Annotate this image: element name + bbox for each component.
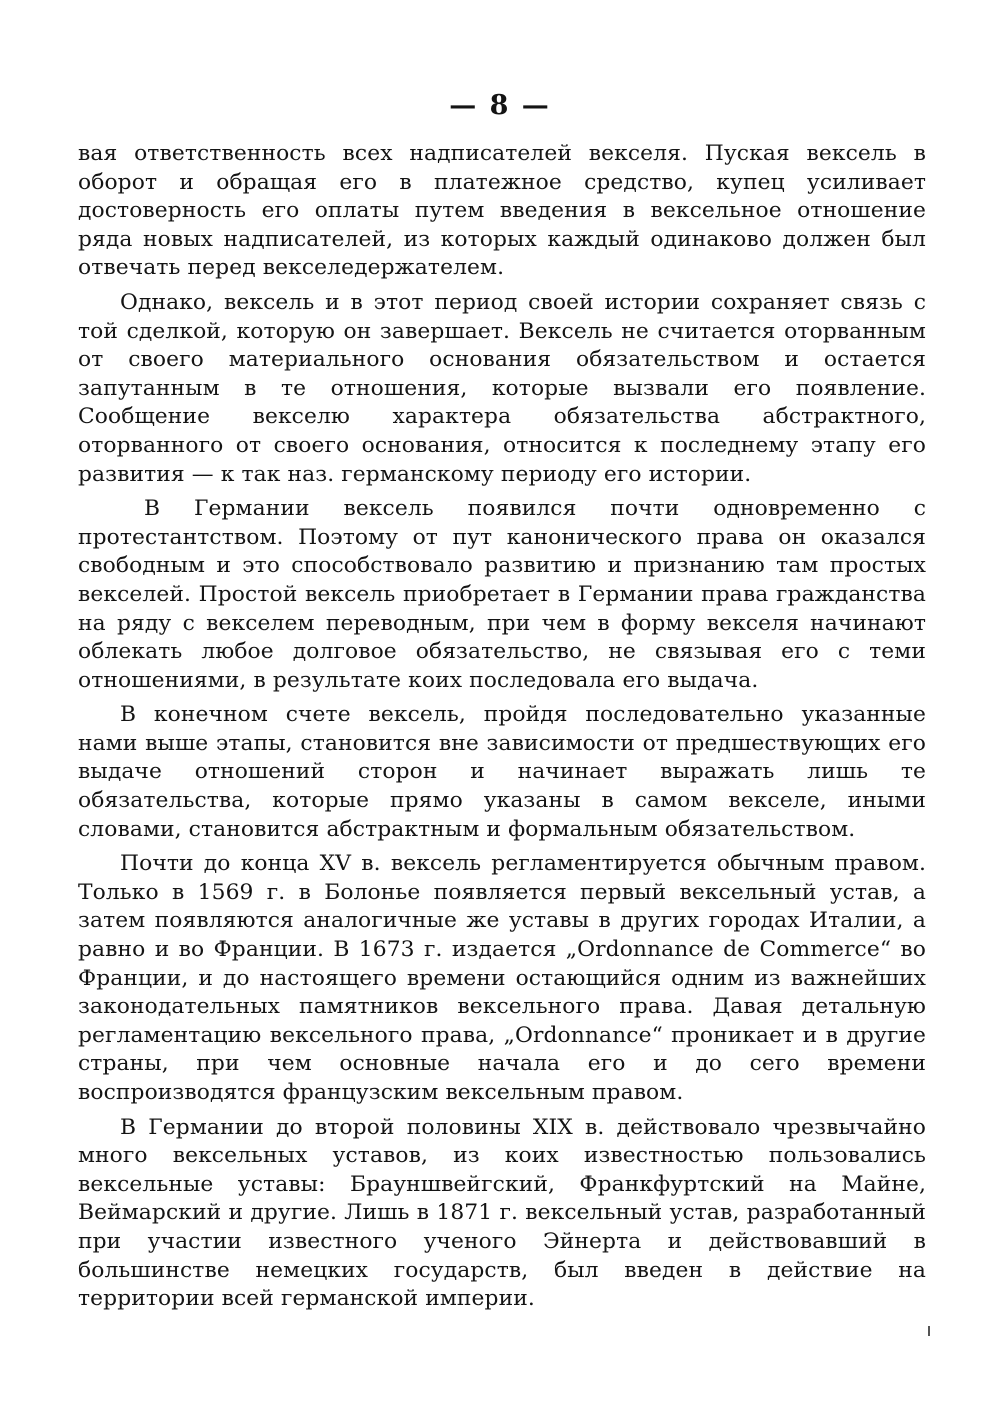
paragraph-4: В конечном счете вексель, пройдя последовательно указанные нами выше этапы, становится вне зависимости от предшествующих его выдаче отношений сторон и начинает выражать лишь те обязательства, которые прямо указаны в самом векселе, иными словами, становится абстрактным и формальным обязательством.	[78, 702, 926, 842]
paragraph-5: Почти до конца XV в. вексель регламентируется обычным правом. Только в 1569 г. в Болонье появляется первый вексельный устав, а затем появляются аналогичные же уставы в других городах Италии, а равно и во Франции. В 1673 г. издается „Ordonnance de Commerce“ во Франции, и до настоящего времени остающийся одним из важнейших законодательных памятников вексельного права. Давая детальную регламентацию вексельного права, „Ordonnance“ проникает и в другие страны, при чем основные начала его и до сего времени воспроизводятся французским вексельным правом.	[78, 851, 926, 1105]
paragraph-2: Однако, вексель и в этот период своей истории сохраняет связь с той сделкой, которую он завершает. Вексель не считается оторванным от своего материального основания обязательством и остается запутанным в те отношения, которые вызвали его появление. Сообщение векселю характера обязательства абстрактного, оторванного от своего основания, относится к последнему этапу его развития — к так наз. германскому периоду его истории.	[78, 289, 926, 487]
page-number: — 8 —	[449, 90, 551, 121]
paragraph-1: вая ответственность всех надписателей векселя. Пуская вексель в оборот и обращая его в платежное средство, купец усиливает достоверность его оплаты путем введения в вексельное отношение ряда новых надписателей, из которых каждый одинаково должен был отвечать перед векселедержателем.	[78, 141, 926, 281]
paragraph-3: В Германии вексель появился почти одновременно с протестантством. Поэтому от пут канонического права он оказался свободным и это способствовало развитию и признанию там простых векселей. Простой вексель приобретает в Германии права гражданства на ряду с векселем переводным, при чем в форму векселя начинают облекать любое долговое обязательство, не связывая его с теми отношениями, в результате коих последовала его выдача.	[78, 496, 926, 693]
paragraph-6: В Германии до второй половины XIX в. действовало чрезвычайно много вексельных уставов, из коих известностью пользовались вексельные уставы: Брауншвейгский, Франкфуртский на Майне, Веймарский и другие. Лишь в 1871 г. вексельный устав, разработанный при участии известного ученого Эйнерта и действовавший в большинстве немецких государств, был введен в действие на территории всей германской империи.	[78, 1114, 926, 1312]
margin-mark	[928, 1326, 930, 1336]
body-text	[78, 140, 926, 1320]
